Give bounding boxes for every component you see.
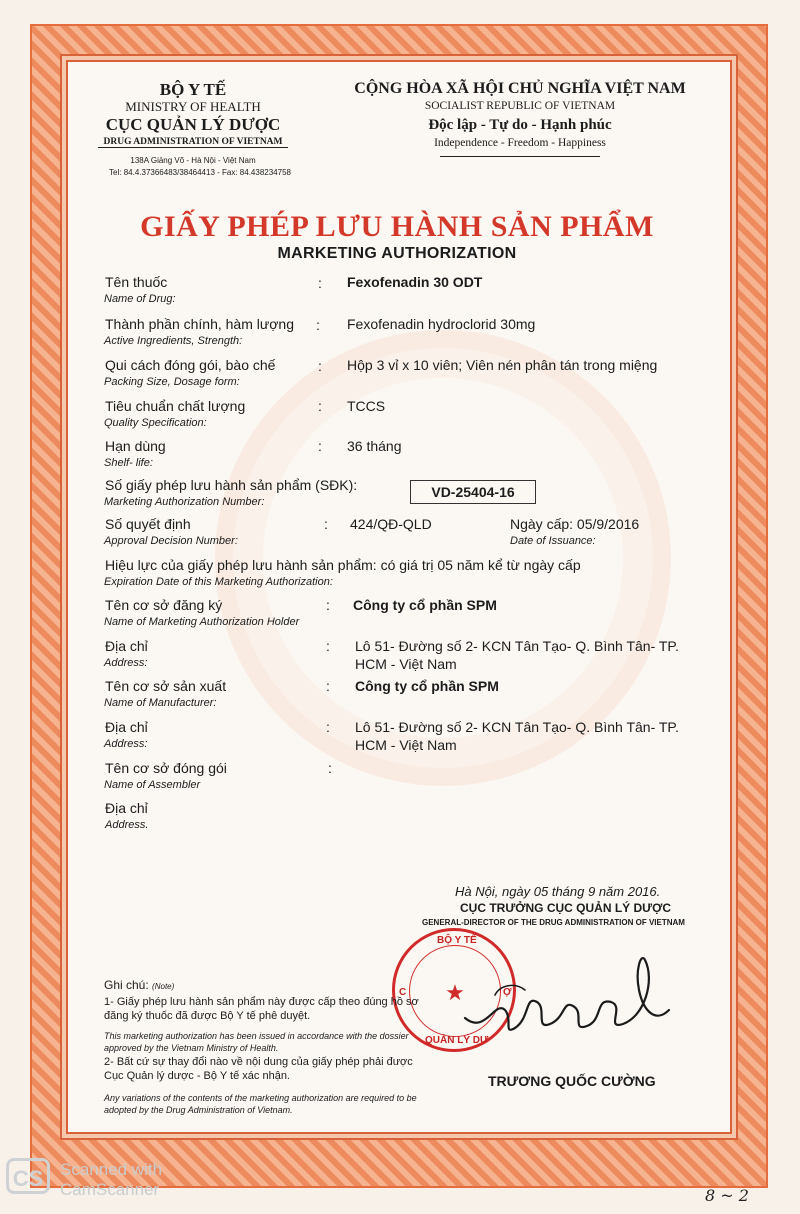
assembler-address-label-en: Address.: [105, 819, 149, 831]
manufacturer-label-en: Name of Manufacturer:: [104, 697, 217, 709]
note-1-en-line-1: This marketing authorization has been issued in accordance with the dossier: [104, 1031, 409, 1041]
holder-label-en: Name of Marketing Authorization Holder: [104, 616, 300, 628]
holder-colon: :: [326, 597, 330, 613]
motto-underline: [440, 156, 600, 157]
manufacturer-address-label: Địa chỉ: [105, 719, 148, 735]
issue-date: Ngày cấp: 05/9/2016: [510, 516, 640, 532]
motto-en: Independence - Freedom - Happiness: [434, 137, 606, 149]
holder-address-label-en: Address:: [104, 657, 148, 669]
department-en: DRUG ADMINISTRATION OF VIETNAM: [98, 137, 288, 148]
sdk-label-en: Marketing Authorization Number:: [104, 496, 265, 508]
decision-label-en: Approval Decision Number:: [104, 535, 238, 547]
holder-address-colon: :: [326, 638, 330, 654]
shelf-value: 36 tháng: [347, 438, 402, 454]
drug-label-en: Name of Drug:: [104, 293, 176, 305]
document-title: GIẤY PHÉP LƯU HÀNH SẢN PHẨM: [140, 210, 654, 243]
holder-address-line2: HCM - Việt Nam: [355, 656, 457, 672]
note-1-line-1: 1- Giấy phép lưu hành sản phẩm này được cấp theo đúng hồ sơ: [104, 996, 419, 1008]
quality-label: Tiêu chuẩn chất lượng: [105, 398, 246, 414]
manufacturer-label: Tên cơ sở sản xuất: [105, 678, 227, 694]
signer-name: TRƯƠNG QUỐC CƯỜNG: [488, 1073, 656, 1089]
assembler-label: Tên cơ sở đóng gói: [105, 760, 227, 776]
notes-heading-vn: Ghi chú:: [104, 978, 149, 992]
decision-value: 424/QĐ-QLD: [350, 516, 432, 532]
packing-value: Hộp 3 vỉ x 10 viên; Viên nén phân tán trong miệng: [347, 357, 658, 373]
place-date: Hà Nội, ngày 05 tháng 9 năm 2016.: [455, 884, 661, 899]
department-address: 138A Giảng Võ - Hà Nội - Việt Nam: [130, 156, 256, 165]
assembler-address-label: Địa chỉ: [105, 800, 148, 816]
notes-heading-en: (Note): [152, 982, 175, 991]
issue-date-en: Date of Issuance:: [510, 535, 596, 547]
packing-label-en: Packing Size, Dosage form:: [104, 376, 240, 388]
camscanner-logo: CS: [6, 1158, 50, 1194]
manufacturer-value: Công ty cổ phần SPM: [355, 678, 499, 694]
holder-value: Công ty cổ phần SPM: [353, 597, 497, 613]
packing-label: Qui cách đóng gói, bào chế: [105, 357, 276, 373]
holder-address-line1: Lô 51- Đường số 2- KCN Tân Tạo- Q. Bình Tân- TP.: [355, 638, 679, 654]
ingredients-value: Fexofenadin hydroclorid 30mg: [347, 316, 536, 332]
note-2-en-line-1: Any variations of the contents of the marketing authorization are required to be: [104, 1093, 417, 1103]
signer-title-vn: CỤC TRƯỞNG CỤC QUẢN LÝ DƯỢC: [460, 901, 672, 915]
ministry-vn: BỘ Y TẾ: [159, 80, 227, 99]
ministry-en: MINISTRY OF HEALTH: [125, 99, 261, 114]
decision-label: Số quyết định: [105, 516, 191, 532]
sdk-number-box: VD-25404-16: [410, 480, 536, 504]
assembler-label-en: Name of Assembler: [104, 779, 201, 791]
manufacturer-address-colon: :: [326, 719, 330, 735]
expiry-label-en: Expiration Date of this Marketing Authorization:: [104, 576, 333, 588]
sdk-label: Số giấy phép lưu hành sản phẩm (SĐK):: [105, 477, 358, 493]
quality-label-en: Quality Specification:: [104, 417, 207, 429]
department-contact: Tel: 84.4.37366483/38464413 - Fax: 84.438234758: [109, 168, 291, 177]
camscanner-line-2: CamScanner: [60, 1180, 160, 1199]
drug-colon: :: [318, 275, 322, 291]
manufacturer-address-line2: HCM - Việt Nam: [355, 737, 457, 753]
drug-label: Tên thuốc: [105, 274, 168, 290]
manufacturer-address-line1: Lô 51- Đường số 2- KCN Tân Tạo- Q. Bình Tân- TP.: [355, 719, 679, 735]
ingredients-label-en: Active Ingredients, Strength:: [104, 335, 243, 347]
star-icon: ★: [445, 980, 465, 1005]
packing-colon: :: [318, 358, 322, 374]
quality-colon: :: [318, 398, 322, 414]
seal-top-text: BỘ Y TẾ: [437, 935, 477, 946]
manufacturer-colon: :: [326, 678, 330, 694]
document-subtitle: MARKETING AUTHORIZATION: [277, 245, 517, 262]
drug-value: Fexofenadin 30 ODT: [347, 274, 483, 290]
note-1-line-2: đăng ký thuốc đã được Bộ Y tế phê duyệt.: [104, 1010, 311, 1022]
quality-value: TCCS: [347, 398, 386, 414]
republic-en: SOCIALIST REPUBLIC OF VIETNAM: [424, 100, 616, 112]
shelf-label-en: Shelf- life:: [104, 457, 153, 469]
assembler-colon: :: [328, 760, 332, 776]
shelf-label: Hạn dùng: [105, 438, 166, 454]
note-2-line-1: 2- Bất cứ sự thay đổi nào về nội dung của giấy phép phải được: [104, 1056, 413, 1068]
ingredients-colon: :: [316, 317, 320, 333]
republic-vn: CỘNG HÒA XÃ HỘI CHỦ NGHĨA VIỆT NAM: [354, 80, 686, 97]
department-vn: CỤC QUẢN LÝ DƯỢC: [105, 115, 281, 134]
camscanner-line-1: Scanned with: [60, 1160, 163, 1179]
expiry-label: Hiệu lực của giấy phép lưu hành sản phẩm: có giá trị 05 năm kể từ ngày cấp: [105, 557, 581, 573]
handwritten-page-mark: 8 ~ 2: [705, 1186, 749, 1205]
motto-vn: Độc lập - Tự do - Hạnh phúc: [428, 117, 612, 133]
holder-label: Tên cơ sở đăng ký: [105, 597, 223, 613]
holder-address-label: Địa chỉ: [105, 638, 148, 654]
signer-title-en: GENERAL-DIRECTOR OF THE DRUG ADMINISTRATION OF VIETNAM: [422, 918, 685, 927]
notes-heading: [104, 978, 174, 992]
seal-bottom-text: QUẢN LÝ DƯ: [425, 1035, 489, 1046]
handwritten-signature: [455, 940, 695, 1050]
manufacturer-address-label-en: Address:: [104, 738, 148, 750]
note-2-en-line-2: adopted by the Drug Administration of Vietnam.: [104, 1105, 293, 1115]
note-2-line-2: Cục Quản lý dược - Bộ Y tế xác nhận.: [104, 1070, 290, 1082]
decision-colon: :: [324, 516, 328, 532]
shelf-colon: :: [318, 438, 322, 454]
seal-right-text: Ợ: [503, 987, 512, 998]
ingredients-label: Thành phần chính, hàm lượng: [105, 316, 295, 332]
note-1-en-line-2: approved by the Vietnam Ministry of Health.: [104, 1043, 279, 1053]
seal-left-text: C: [399, 987, 407, 998]
